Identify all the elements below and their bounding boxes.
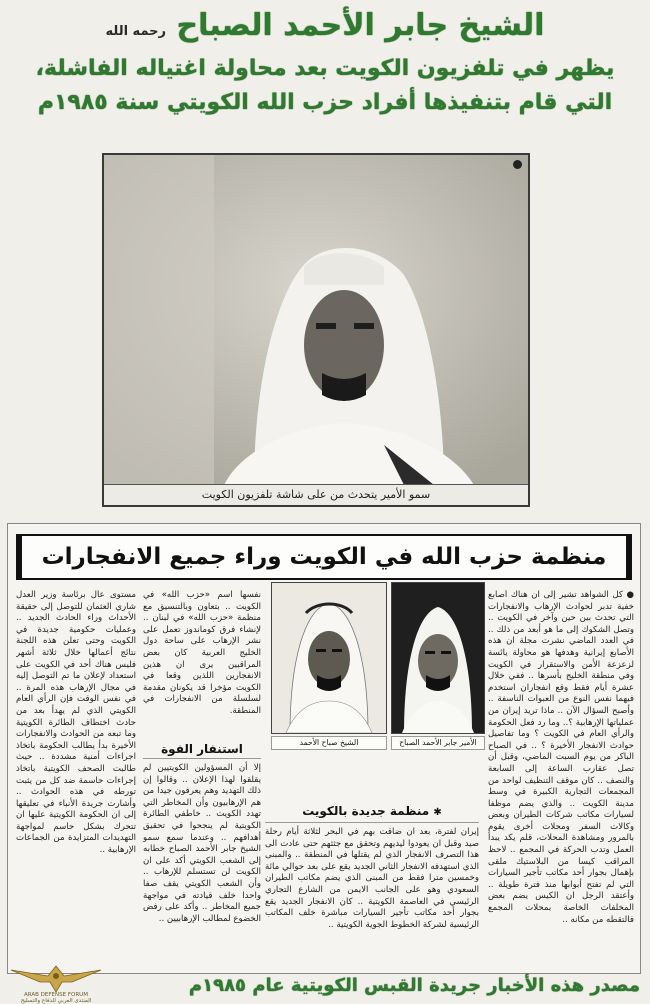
- subhead-force-alert-text: استنفار الفوة: [161, 742, 243, 756]
- subhead-new-organization-text: منظمة جديدة بالكويت: [302, 804, 430, 818]
- subhead-force-alert: [143, 740, 261, 759]
- main-photo: [102, 153, 530, 507]
- sabah-caption: الشيخ صباح الأحمد: [271, 736, 387, 750]
- subhead-new-organization: [265, 802, 479, 823]
- headline-title: [10, 6, 640, 52]
- article-text-right: ● كل الشواهد تشير إلى ان هناك أصابع خفية تدبر لحوادث الإرهاب والانفجارات التي تحدث بين حين وآخر في الكويت .. وتصل الشكوك إلى ما هو أبعد من ذلك .. في العدد الماضي نشرت مجلة ان هذه الأصابع إيرانية وهدفها هو محاولة يائسة لزعزعة الأمن والاستقرار في الكويت وفي منطقة الخليج بأسرها .. ففي خلال عشرة أيام فقط وقع انفجاران استخدم فيهما نفس النوع من العبوات الناسفة .. وأصبح السؤال الآن .. ماذا تريد إيران من عملياتها الإرهابية ؟.. وما رد فعل الحكومة والرأي العام في الكويت ؟ وما تفاصيل حوادث الانفجار الأخيرة ؟ .. في الصباح الباكر من يوم السبت الماضي، وقبل أن تصل عقارب الساعة إلى السابعة والنصف .. كان موقف التنظيف لواحد من المجمعات التجارية الكبيرة في وسط مدينة الكويت .. والذي يضم موظفا لسيارات مكاتب شركات الطيران وبعض وكالات السفر ومحلات أخرى يقوم بالمرور ومشاهدة المحلات، قلم يكد يبدأ العمل وتدب الحركة في المجمع .. لاحظ المراقب كيسا من البلاستيك ملقى بإهمال بجوار أحد مكاتب تأجير السيارات التي لم تفتح أبوابها منذ فترة طويلة .. وأعتقد الرجل ان الكيس يضم بعض المخلفات الخاصة بمحلات المجمع فالتقطه من مكانه ..: [488, 590, 634, 925]
- logo-name: ARAB DEFENSE FORUM: [24, 992, 88, 998]
- article-text-middle: إيران لفترة، بعد ان ضاقت بهم في البحر لثلاثة أيام رحلة صيد وقبل ان يعودوا ليديهم وتحقق مع جثثهم حتى عادت الى هذا التصرف الانفجار الذي لم يقتلها في المنطقة .. والمبنى الذي استهدفه الانفجار الثاني الجديد يقع على بعد حوالي مائة وخمسين مترا فقط من المبنى الذي يضم مكاتب الطيران السعودي وهو على الجانب الايمن من الشارع التجاري الرئيسي في العاصمة الكويتية .. كان الانفجار الجديد يقع بجوار أحد مكاتب تأجير السيارات مباشرة خلف المكاتب الرئيسية لشركة الخطوط الجوية الكويتية ..: [265, 827, 479, 930]
- logo-tagline: المنتدى العربي للدفاع والتسليح: [20, 998, 92, 1004]
- article-column-right: [488, 590, 634, 968]
- article-column-left-top: [143, 590, 261, 730]
- portrait-image: [104, 155, 528, 485]
- headline-honorific: رحمه الله: [105, 24, 167, 39]
- headline-line-2: يظهر في تلفزيون الكويت بعد محاولة اغتياله الفاشلة،: [35, 56, 615, 81]
- forum-logo: [6, 962, 106, 1002]
- photo-sabah: [271, 582, 387, 734]
- eagle-logo-icon: [6, 962, 106, 994]
- headline-line-3: التي قام بتنفيذها أفراد حزب الله الكويتي سنة ١٩٨٥م: [37, 90, 613, 115]
- photo-caption-text: سمو الأمير يتحدث من على شاشة تلفزيون الكويت: [201, 488, 431, 501]
- article-text-left-top: نفسها اسم «حزب الله» في الكويت .. بتعاون وبالتنسيق مع منظمة «حزب الله» في لبنان .. لإنشاء فرق كوماندوز تعمل على نشر الإرهاب على ساحة دول الخليج العربية كان بعض المراقبين يرى ان هذين الانفجارين اللذين وقعا في الكويت مؤخرا قد يكونان مقدمة لسلسلة من الانفجارات في المنطقة.: [143, 590, 261, 716]
- emir-caption: الأمير جابر الأحمد الصباح: [391, 736, 485, 750]
- article-column-far-left: [16, 590, 136, 968]
- headline-name: الشيخ جابر الأحمد الصباح: [176, 8, 545, 43]
- star-icon: ✱: [433, 807, 442, 818]
- newspaper-clipping: [7, 523, 641, 974]
- emir-portrait-image: [392, 583, 484, 733]
- logo-caption: [6, 992, 106, 1004]
- photo-emir: [391, 582, 485, 734]
- article-text-left-main: إلا أن المسؤولين الكويتيين لم يقلقوا لهذا الإعلان .. وقالوا إن ذلك التهديد وهم يعرفون جيدا من هم الإرهابيون وأن المخاطر التي تهدد الكويت .. خاطفي الطائرة الكويتية لم ينجحوا في تحقيق أهدافهم .. وعندما سمع سمو الشيخ جابر الأحمد الصباح خطابه إلى الشعب الكويتي أكد على ان الكويت لن تستسلم للإرهاب .. وأن الشعب الكويتي يقف صفا واحدا خلف قيادته في مواجهة جميع المخاطر .. وأكد على رفض الخضوع لمطالب الإرهابيين ..: [143, 763, 261, 924]
- caption-bullet-icon: [513, 160, 522, 169]
- sabah-portrait-image: [272, 583, 386, 733]
- article-column-left-main: [143, 736, 261, 968]
- source-note: مصدر هذه الأخبار جريدة القبس الكويتية عام ١٩٨٥م: [188, 975, 640, 996]
- photo-caption: [104, 484, 528, 505]
- article-column-middle: [265, 798, 479, 968]
- article-text-far-left: مستوى عال برئاسة وزير العدل شاري العثمان للتوصل إلى حقيقة الأحداث وراء الحادث الجديد .. وعمليات حكومية جديدة في الكويت وحتى تعلن هذه اللجنة نتائج أعمالها خلال ثلاثة أشهر فليس هناك أحد في الكويت على استعداد لإعلان ما تم التوصل إليه في مجال الإرهاب هذه المرة .. في نفس الوقت فإن الرأي العام الكويتي الذي لم يهدأ بعد من حادث اختطاف الطائرة الكويتية وما تبعه من الحوادث والانفجارات الأخيرة بدأ يطالب الحكومة باتخاذ اجراءات أمنية مشددة .. حيث طالبت الصحف الكويتية باتخاذ إجراءات حاسمة ضد كل من يثبت تورطه في هذه الحوادث .. وأشارت جريدة الأنباء في تعليقها إلى ان الحكومة الكويتية عليها ان تتحرك بشكل حاسم لمواجهة التهديدات المتزايدة من الجماعات الإرهابية ..: [16, 590, 136, 856]
- article-banner: منظمة حزب الله في الكويت وراء جميع الانفجارات: [16, 534, 632, 580]
